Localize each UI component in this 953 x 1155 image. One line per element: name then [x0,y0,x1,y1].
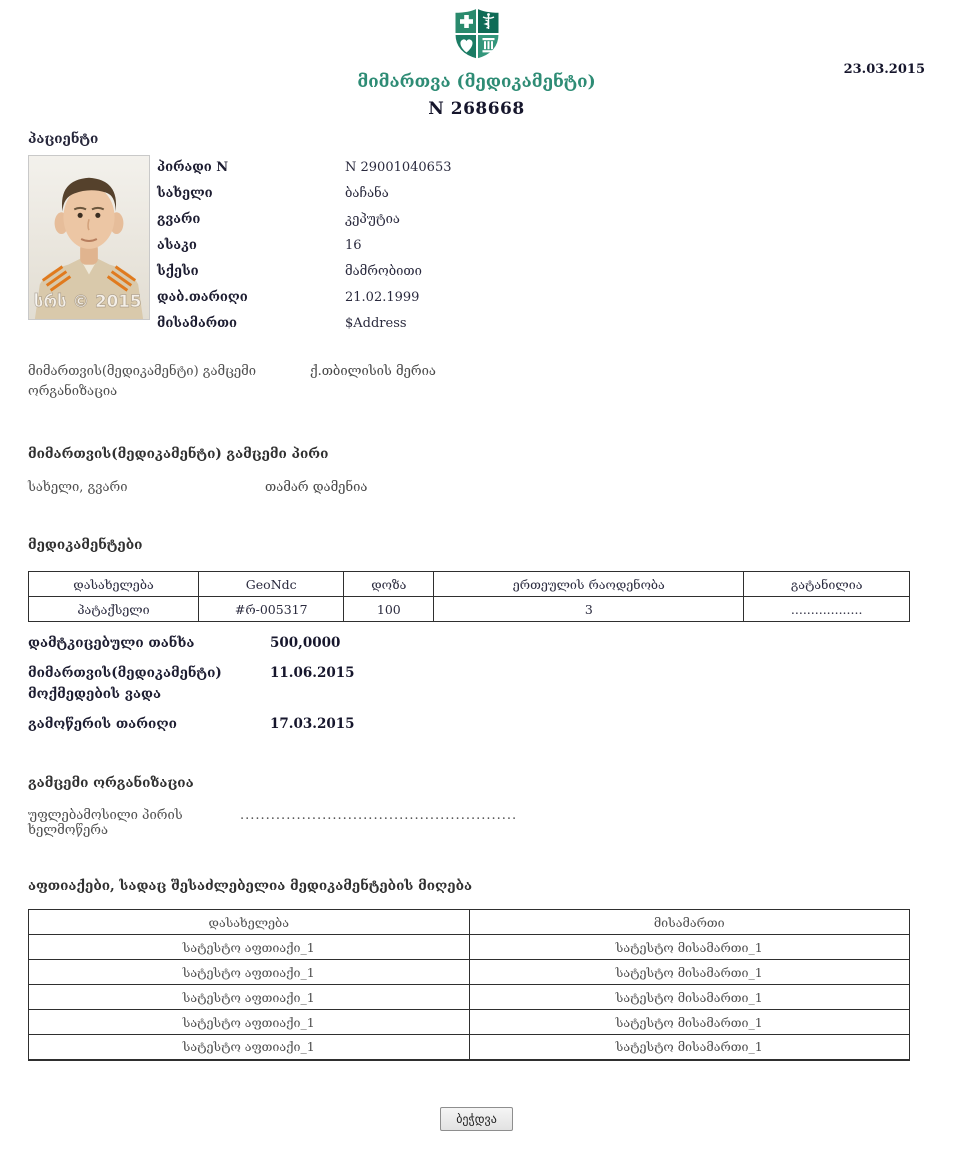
issuer-person-value: თამარ დამენია [265,480,368,496]
field-label: მისამართი [157,315,237,331]
field-label: გვარი [157,212,201,228]
document-number: N 268668 [428,99,525,119]
pharmacy-address: სატესტო მისამართი_1 [469,960,910,985]
pharmacy-name: სატესტო აფთიაქი_1 [29,960,470,985]
pharmacy-row [29,985,910,1010]
summary-row [28,663,925,705]
medications-section-title: მედიკამენტები [28,537,143,554]
field-value: N 29001040653 [345,160,452,176]
prescription-date-value: 17.03.2015 [270,716,355,733]
medication-unit-count: 3 [434,597,744,622]
issuer-person-row [28,480,925,495]
field-value: 16 [345,238,362,254]
print-button[interactable]: ბეჭდვა [440,1107,513,1131]
medication-dose: 100 [344,597,434,622]
column-header: მისამართი [469,910,910,935]
pharmacy-address: სატესტო მისამართი_1 [469,985,910,1010]
column-header: დასახელება [29,572,199,597]
medication-geondc: #რ-005317 [199,597,344,622]
field-value: $Address [345,315,407,331]
signature-label: უფლებამოსილი პირის ხელმოწერა [28,808,183,839]
pharmacy-name: სატესტო აფთიაქი_1 [29,985,470,1010]
page-title: მიმართვა (მედიკამენტი) [357,72,596,92]
patient-field-row [157,233,925,259]
medication-dispensed: .................. [744,597,910,622]
field-value: კეპუტია [345,212,400,228]
patient-field-row [157,181,925,207]
medication-row [29,597,910,622]
prescription-date-label: გამოწერის თარიღი [28,716,177,733]
column-header: ერთეულის რაოდენობა [434,572,744,597]
column-header: დოზა [344,572,434,597]
column-header: GeoNdc [199,572,344,597]
pharmacy-address: სატესტო მისამართი_1 [469,935,910,960]
summary-block [28,633,925,735]
health-ministry-shield-icon [453,7,501,60]
document-footer [28,1107,925,1155]
document-header [0,0,953,119]
summary-row [28,714,925,735]
issuer-organization-value: ქ.თბილისის მერია [310,364,436,380]
field-label: სახელი [157,186,213,202]
patient-section-title: პაციენტი [28,131,99,147]
patient-field-row [157,284,925,310]
issuing-org-section-title: გამცემი ორგანიზაცია [28,775,194,792]
patient-field-row [157,259,925,285]
patient-block [28,155,925,336]
pharmacy-address: სატესტო მისამართი_1 [469,1010,910,1035]
patient-fields [157,155,925,336]
validity-date-value: 11.06.2015 [270,665,355,682]
field-label: ასაკი [157,238,197,254]
approved-amount-label: დამტკიცებული თანხა [28,635,195,652]
issuer-organization-label: მიმართვის(მედიკამენტი) გამცემი ორგანიზაცია [28,364,257,400]
pharmacy-name: სატესტო აფთიაქი_1 [29,935,470,960]
field-value: მამრობითი [345,264,422,279]
patient-field-row [157,310,925,336]
pharmacy-row [29,1010,910,1035]
pharmacy-row [29,960,910,985]
medications-header-row [29,572,910,597]
column-header: გატანილია [744,572,910,597]
validity-date-label: მიმართვის(მედიკამენტი) მოქმედების ვადა [28,665,222,703]
photo-watermark: სრს © 2015 [33,291,142,312]
column-header: დასახელება [29,910,470,935]
field-label: დაბ.თარიღი [157,289,248,305]
patient-field-row [157,155,925,181]
approved-amount-value: 500,0000 [270,635,341,652]
patient-photo [28,155,150,320]
summary-row [28,633,925,654]
pharmacies-section-title: აფთიაქები, სადაც შესაძლებელია მედიკამენტების მიღება [28,878,473,895]
field-label: სქესი [157,264,199,279]
signature-row [28,808,925,838]
issuer-person-label: სახელი, გვარი [28,480,128,496]
pharmacy-name: სატესტო აფთიაქი_1 [29,1010,470,1035]
pharmacy-row [29,935,910,960]
pharmacy-name: სატესტო აფთიაქი_1 [29,1035,470,1060]
patient-field-row [157,207,925,233]
issuer-organization-row [28,362,925,402]
pharmacies-table [28,909,910,1061]
signature-line: ...................................................... [240,808,518,824]
medication-name: პატაქსელი [29,597,199,622]
pharmacies-header-row [29,910,910,935]
medications-table [28,571,910,622]
issuer-person-section-title: მიმართვის(მედიკამენტი) გამცემი პირი [28,446,329,463]
document-date: 23.03.2015 [843,62,925,77]
field-value: 21.02.1999 [345,289,420,305]
pharmacy-address: სატესტო მისამართი_1 [469,1035,910,1060]
field-label: პირადი N [157,160,229,176]
field-value: ბაჩანა [345,186,389,202]
pharmacy-row [29,1035,910,1060]
